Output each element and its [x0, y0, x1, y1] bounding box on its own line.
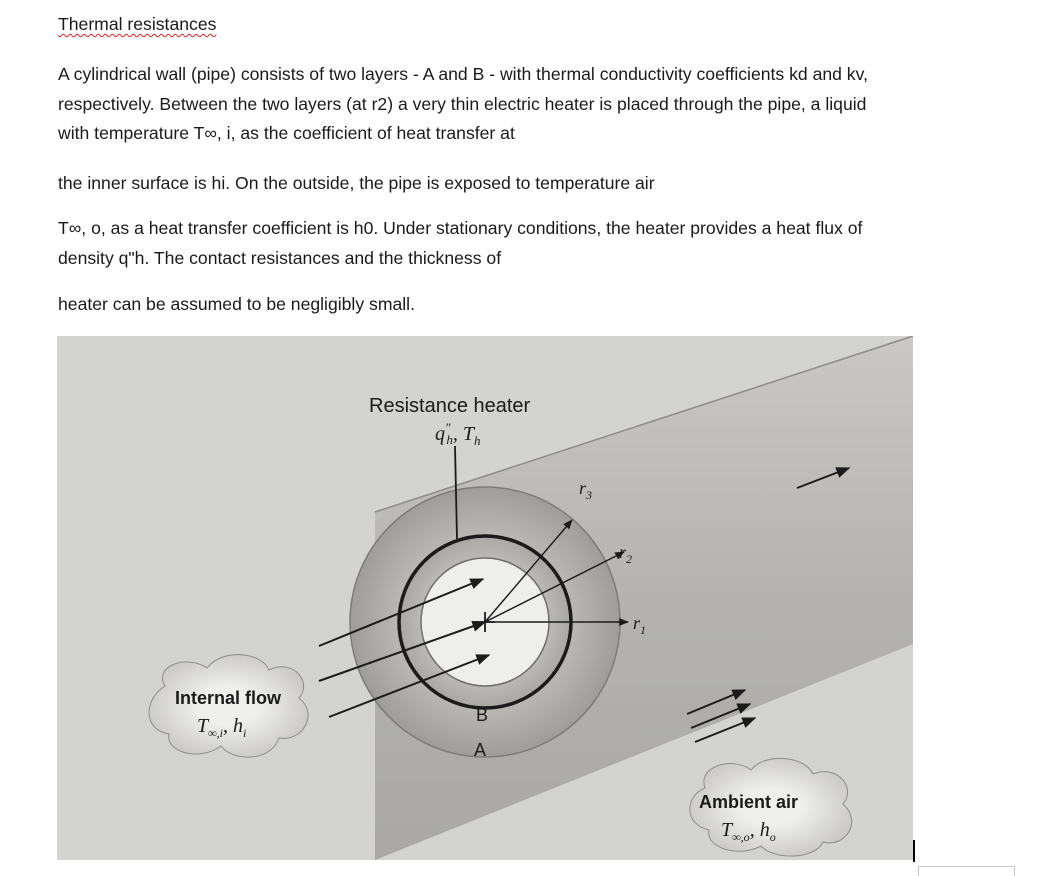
ambient-air-label: Ambient air [699, 792, 799, 812]
radius-r1-label: $r_1$ [633, 613, 647, 637]
paragraph-3-line-1: T∞, o, as a heat transfer coefficient is h0. Under stationary conditions, the heater provides a heat flux of [58, 218, 863, 238]
heater-symbols: q″ h, $T_h$ [435, 420, 481, 448]
radius-r2-label: $r_2$ [619, 542, 633, 566]
paragraph-2: the inner surface is hi. On the outside, the pipe is exposed to temperature air [58, 173, 655, 193]
internal-flow-symbols: $T_{\infty,i}$, $h_i$ [197, 715, 247, 740]
radius-r3-label: $r_3$ [579, 478, 593, 502]
paragraph-3-line-2: density q"h. The contact resistances and the thickness of [58, 248, 502, 268]
paragraph-1-line-1: A cylindrical wall (pipe) consists of two layers - A and B - with thermal conductivity coefficients kd and kv, [58, 64, 868, 84]
pipe-figure [57, 336, 913, 860]
layer-a-label: A [474, 740, 487, 760]
paragraph-4: heater can be assumed to be negligibly small. [58, 294, 415, 314]
text-cursor [913, 840, 915, 862]
document-title [58, 12, 1038, 37]
layer-b-label: B [476, 705, 489, 725]
paragraph-1-line-2: respectively. Between the two layers (at r2) a very thin electric heater is placed through the pipe, a liquid [58, 94, 867, 114]
title-text: Thermal resistances [58, 14, 217, 34]
heater-label: Resistance heater [369, 395, 531, 417]
internal-flow-label: Internal flow [175, 688, 282, 708]
paragraph-1-line-3: with temperature T∞, i, as the coefficient of heat transfer at [58, 123, 515, 143]
ambient-air-symbols: $T_{\infty,o}$, $h_o$ [721, 819, 776, 844]
